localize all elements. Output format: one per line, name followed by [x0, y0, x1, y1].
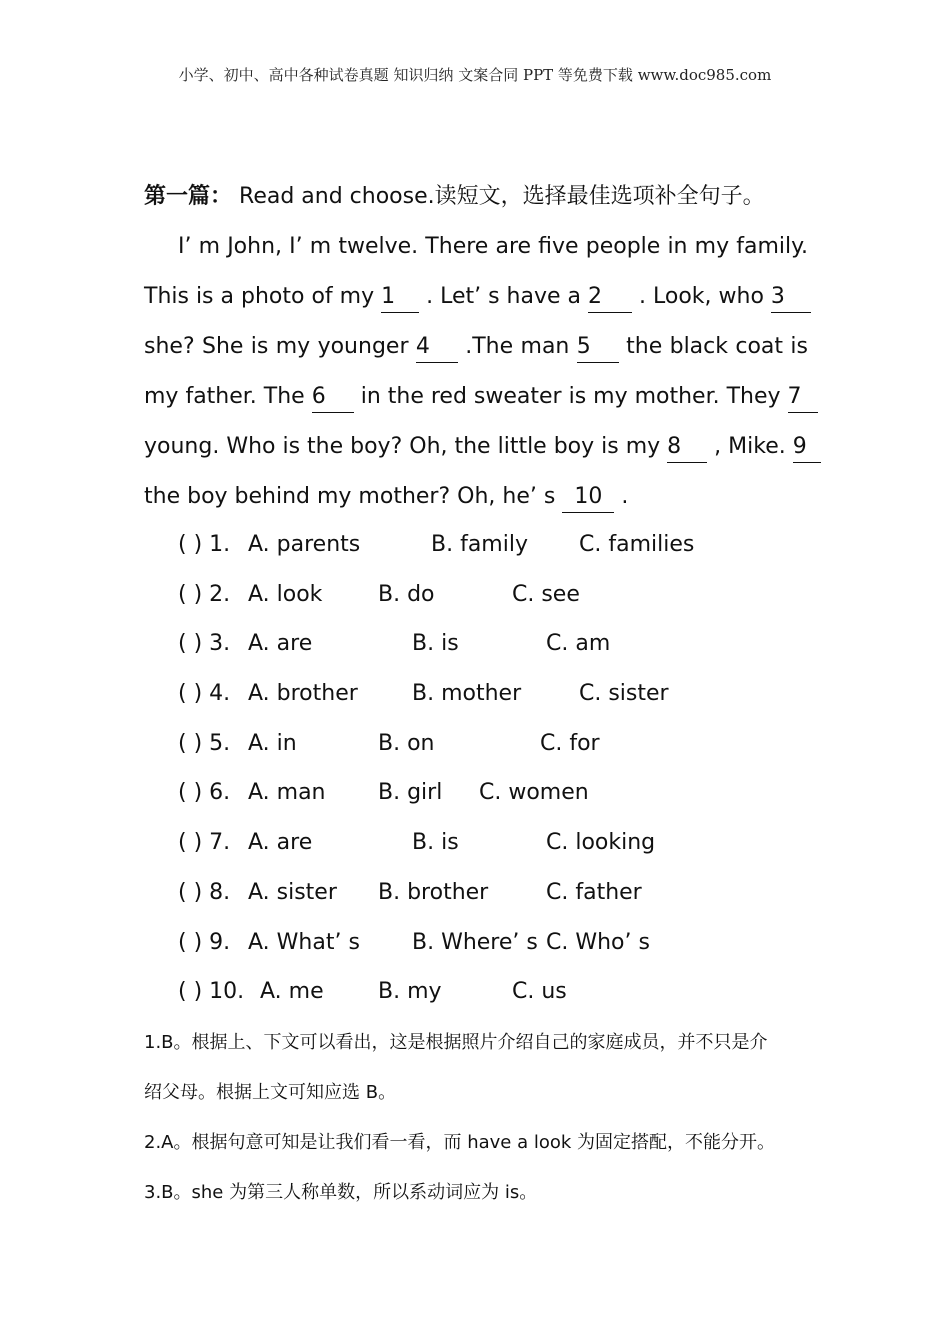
option-c: C. father: [546, 879, 642, 905]
blank-2: 2: [588, 282, 632, 313]
blank-1: 1: [381, 282, 419, 313]
blank-7: 7: [788, 382, 818, 413]
option-c: C. sister: [579, 681, 669, 707]
blank-9: 9: [793, 432, 821, 463]
question-number: ( ) 7.: [178, 830, 231, 856]
passage-text: in the red sweater is my mother. They: [360, 384, 781, 409]
option-a: A. sister: [248, 879, 337, 905]
option-b: B. is: [412, 631, 459, 657]
page-header: 小学、初中、高中各种试卷真题 知识归纳 文案合同 PPT 等免费下载 www.doc985.com: [178, 66, 772, 84]
question-number: ( ) 1.: [178, 532, 231, 557]
option-a: A. are: [248, 830, 313, 856]
option-b: B. family: [431, 532, 528, 557]
question-number: ( ) 4.: [178, 681, 231, 707]
passage-text: . Look, who: [639, 284, 764, 309]
option-b: B. my: [378, 979, 442, 1005]
passage-text: . Let’ s have a: [426, 284, 582, 309]
passage-text: my father. The: [144, 384, 305, 409]
section-instruction: Read and choose.读短文，选择最佳选项补全句子。: [239, 184, 765, 209]
option-a: A. are: [248, 631, 313, 657]
option-c: C. us: [512, 979, 567, 1005]
question-number: ( ) 9.: [178, 929, 231, 955]
answer-line: 2.A。根据句意可知是让我们看一看，而 have a look 为固定搭配，不能分开。: [144, 1132, 776, 1153]
section-label: 第一篇：: [144, 184, 233, 209]
blank-4: 4: [416, 332, 458, 363]
passage-text: , Mike.: [714, 434, 786, 459]
answer-line: 1.B。根据上、下文可以看出，这是根据照片介绍自己的家庭成员，并不只是介: [144, 1032, 768, 1053]
blank-6: 6: [312, 382, 354, 413]
option-c: C. families: [579, 532, 695, 557]
option-a: A. What’ s: [248, 929, 360, 955]
option-c: C. Who’ s: [546, 929, 650, 955]
option-b: B. brother: [378, 879, 489, 905]
question-number: ( ) 3.: [178, 631, 231, 657]
answer-explanations: [144, 1018, 808, 1218]
passage-text: This is a photo of my: [144, 284, 375, 309]
reading-passage: [144, 172, 808, 522]
option-b: B. Where’ s: [412, 929, 538, 955]
passage-text: she? She is my younger: [144, 334, 409, 359]
question-number: ( ) 10.: [178, 979, 245, 1005]
option-b: B. is: [412, 830, 459, 856]
passage-text: young. Who is the boy? Oh, the little boy is my: [144, 434, 661, 459]
option-c: C. looking: [546, 830, 656, 856]
blank-5: 5: [577, 332, 619, 363]
passage-line-1: I’ m John, I’ m twelve. There are five people in my family.: [178, 234, 808, 259]
option-a: A. look: [248, 581, 323, 607]
passage-text: .The man: [465, 334, 570, 359]
option-a: A. brother: [248, 681, 358, 707]
question-number: ( ) 8.: [178, 879, 231, 905]
option-c: C. am: [546, 631, 611, 657]
option-a: A. parents: [248, 532, 361, 557]
option-a: A. me: [260, 979, 324, 1005]
question-number: ( ) 5.: [178, 730, 231, 756]
option-b: B. mother: [412, 681, 522, 707]
passage-text: the boy behind my mother? Oh, he’ s: [144, 484, 556, 509]
blank-3: 3: [771, 282, 811, 313]
passage-line-5: [144, 422, 808, 472]
option-c: C. for: [540, 730, 600, 756]
blank-8: 8: [667, 432, 707, 463]
passage-text: .: [621, 484, 629, 509]
option-c: C. see: [512, 581, 580, 607]
option-b: B. girl: [378, 780, 443, 806]
answer-line: 3.B。she 为第三人称单数，所以系动词应为 is。: [144, 1182, 538, 1203]
section-title: [144, 172, 808, 222]
passage-text: the black coat is: [626, 334, 808, 359]
option-b: B. do: [378, 581, 435, 607]
question-number: ( ) 6.: [178, 780, 231, 806]
passage-line-6: [144, 472, 808, 522]
option-a: A. man: [248, 780, 326, 806]
passage-line-3: [144, 322, 808, 372]
option-a: A. in: [248, 730, 297, 756]
passage-line-2: [144, 272, 808, 322]
option-b: B. on: [378, 730, 435, 756]
answer-line: 绍父母。根据上文可知应选 B。: [144, 1082, 397, 1103]
passage-line-4: [144, 372, 808, 422]
question-number: ( ) 2.: [178, 581, 231, 607]
option-c: C. women: [479, 780, 589, 806]
blank-10: 10: [562, 482, 614, 513]
